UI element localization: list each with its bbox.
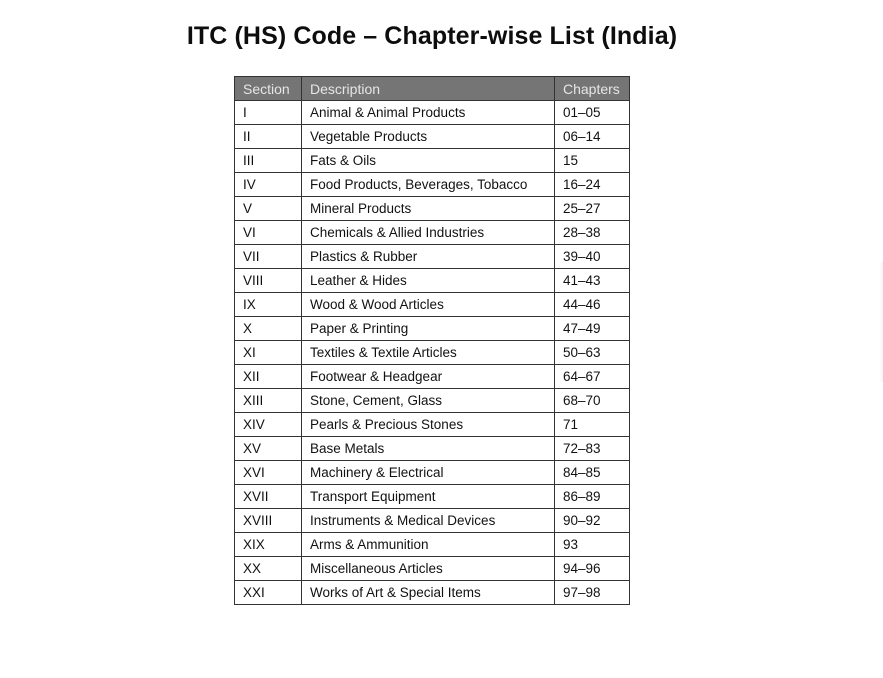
table-row: [235, 365, 630, 389]
cell-description: Textiles & Textile Articles: [302, 341, 555, 365]
cell-section: XIII: [235, 389, 302, 413]
cell-section: XII: [235, 365, 302, 389]
cell-chapters: 06–14: [555, 125, 630, 149]
table-row: [235, 509, 630, 533]
cell-chapters: 15: [555, 149, 630, 173]
cell-chapters: 68–70: [555, 389, 630, 413]
cell-section: V: [235, 197, 302, 221]
table-row: [235, 557, 630, 581]
cell-chapters: 01–05: [555, 101, 630, 125]
cell-chapters: 44–46: [555, 293, 630, 317]
cell-description: Animal & Animal Products: [302, 101, 555, 125]
cell-chapters: 90–92: [555, 509, 630, 533]
cell-chapters: 97–98: [555, 581, 630, 605]
cell-section: IX: [235, 293, 302, 317]
cell-chapters: 64–67: [555, 365, 630, 389]
cell-description: Paper & Printing: [302, 317, 555, 341]
cell-description: Instruments & Medical Devices: [302, 509, 555, 533]
cell-section: II: [235, 125, 302, 149]
hs-chapter-table: [234, 76, 630, 605]
cell-description: Chemicals & Allied Industries: [302, 221, 555, 245]
cell-description: Footwear & Headgear: [302, 365, 555, 389]
table-row: [235, 101, 630, 125]
cell-description: Works of Art & Special Items: [302, 581, 555, 605]
cell-section: XVIII: [235, 509, 302, 533]
cell-section: VII: [235, 245, 302, 269]
table-row: [235, 317, 630, 341]
cell-section: XXI: [235, 581, 302, 605]
cell-description: Arms & Ammunition: [302, 533, 555, 557]
cell-description: Stone, Cement, Glass: [302, 389, 555, 413]
cell-section: III: [235, 149, 302, 173]
cell-chapters: 25–27: [555, 197, 630, 221]
cell-section: VI: [235, 221, 302, 245]
cell-chapters: 84–85: [555, 461, 630, 485]
cell-section: XVI: [235, 461, 302, 485]
cell-section: IV: [235, 173, 302, 197]
table-row: [235, 581, 630, 605]
cell-section: XIV: [235, 413, 302, 437]
header-description: Description: [302, 77, 555, 101]
cell-section: X: [235, 317, 302, 341]
table-row: [235, 437, 630, 461]
table-row: [235, 245, 630, 269]
cell-description: Miscellaneous Articles: [302, 557, 555, 581]
cell-description: Food Products, Beverages, Tobacco: [302, 173, 555, 197]
cell-section: XI: [235, 341, 302, 365]
cell-chapters: 86–89: [555, 485, 630, 509]
table-row: [235, 293, 630, 317]
table-row: [235, 173, 630, 197]
cell-section: XVII: [235, 485, 302, 509]
cell-section: VIII: [235, 269, 302, 293]
cell-description: Leather & Hides: [302, 269, 555, 293]
table-row: [235, 125, 630, 149]
cell-description: Transport Equipment: [302, 485, 555, 509]
cell-chapters: 41–43: [555, 269, 630, 293]
table-row: [235, 269, 630, 293]
cell-section: I: [235, 101, 302, 125]
cell-chapters: 28–38: [555, 221, 630, 245]
table-row: [235, 485, 630, 509]
cell-chapters: 72–83: [555, 437, 630, 461]
table-body: [235, 101, 630, 605]
cell-description: Machinery & Electrical: [302, 461, 555, 485]
cell-description: Base Metals: [302, 437, 555, 461]
header-chapters: Chapters: [555, 77, 630, 101]
cell-section: XX: [235, 557, 302, 581]
cell-description: Vegetable Products: [302, 125, 555, 149]
table-header-row: [235, 77, 630, 101]
table-row: [235, 221, 630, 245]
cell-chapters: 47–49: [555, 317, 630, 341]
cell-chapters: 94–96: [555, 557, 630, 581]
cell-chapters: 71: [555, 413, 630, 437]
cell-section: XIX: [235, 533, 302, 557]
cell-section: XV: [235, 437, 302, 461]
cell-description: Plastics & Rubber: [302, 245, 555, 269]
table-row: [235, 197, 630, 221]
cell-chapters: 16–24: [555, 173, 630, 197]
header-section: Section: [235, 77, 302, 101]
page-title: ITC (HS) Code – Chapter-wise List (India): [186, 22, 678, 50]
cell-description: Pearls & Precious Stones: [302, 413, 555, 437]
cell-chapters: 50–63: [555, 341, 630, 365]
cell-chapters: 39–40: [555, 245, 630, 269]
table-row: [235, 341, 630, 365]
table-row: [235, 149, 630, 173]
page-edge-shadow: [879, 262, 883, 382]
table-row: [235, 413, 630, 437]
cell-chapters: 93: [555, 533, 630, 557]
table-row: [235, 533, 630, 557]
table-row: [235, 389, 630, 413]
cell-description: Fats & Oils: [302, 149, 555, 173]
cell-description: Wood & Wood Articles: [302, 293, 555, 317]
table-row: [235, 461, 630, 485]
cell-description: Mineral Products: [302, 197, 555, 221]
